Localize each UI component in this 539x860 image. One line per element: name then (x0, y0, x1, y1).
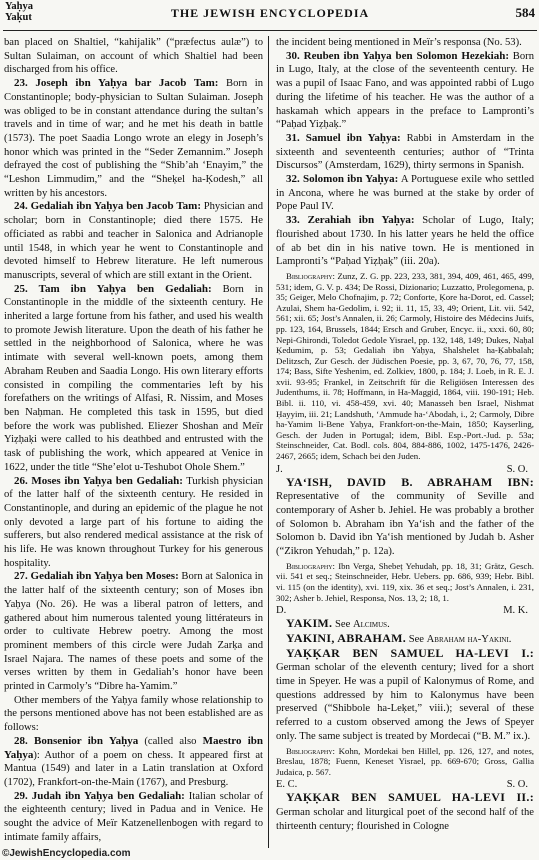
entry-yakim (276, 617, 534, 632)
entry-heading: 24. Gedaliah ibn Yaḥya ben Jacob Tam: (14, 200, 201, 213)
entry-heading-alt: Maestro ibn Yaḥya (4, 734, 263, 761)
left-column (4, 36, 263, 846)
entry-29 (4, 790, 263, 845)
entry-heading: YAḲḲAR BEN SAMUEL HA-LEVI II.: (286, 790, 534, 805)
bibliography-label: Bibliography: (286, 270, 335, 281)
entry-yakkar-1 (276, 647, 534, 744)
entry-yakkar-2 (276, 791, 534, 833)
entry-body: Italian scholar of the eighteenth century; lived in Padua and in Venice. He sought the advice of Meïr Katzenellenbogen with regard to intimate family affairs, (4, 790, 263, 843)
page-header (3, 0, 537, 31)
entry-body: ): Author of a poem on chess. It appeared first at Mantua (1549) and later in a Latin translation at Oxford (1702), Frankfort-on-the-Main (1767), and Presburg. (4, 749, 263, 788)
entry-yaish (276, 476, 534, 559)
entry-body: Born at Salonica in the latter half of the sixteenth century; son of Moses ibn Yaḥya (No. 26). He was a liberal patron of letters, and gathered about him numerous talented young littérateurs in order to cultivate Hebrew poetry. Among the most prominent members of this circle were Judah Zarḳa and Israel Najara. The names of these poets and some of the verses written by them in Gedaliah’s honor have been printed in Carmoly’s “Dibre ha-Yamim.” (4, 571, 263, 693)
entry-body: Turkish physician of the latter half of the sixteenth century. He resided in Constantinople, and during an epidemic of the plague he not only devoted a large part of his fortune to aiding the sufferers, but also rendered medical assistance at the risk of his life. He was known throughout Turkey for his generous hospitality. (4, 475, 263, 569)
author-initials: E. C. (276, 779, 298, 791)
entry-26 (4, 475, 263, 571)
page-title: THE JEWISH ENCYCLOPEDIA (170, 6, 370, 20)
entry-body: Born in Constantinople; body-physician to Sultan Sulaiman. Joseph was obliged to be in constant attendance during the sultan’s travels and in time of war; and he met his death in battle (1573). The poet Saadia Longo wrote an elegy in Joseph’s honor which was printed in the “Seder Zemannim.” Joseph defrayed the cost of publishing the “Shib’ah ‘Enayim,” the “Leshon Limmudim,” and the “Sheḳel ha-Ḳodesh,” all written by his ancestors. (4, 78, 263, 199)
running-head: Yaḥya Yaḳut (5, 1, 34, 23)
entry-heading: 25. Tam ibn Yaḥya ben Gedaliah: (14, 282, 212, 295)
paragraph: ban placed on Shaltiel, “kahijalik” (“præfectus aulæ”) to Sultan Sulaiman, on account of which Shaltiel had been discharged from his office. (4, 37, 263, 76)
bibliography-text: Zunz, Z. G. pp. 223, 233, 381, 394, 409, 461, 465, 499, 531; idem, G. V. p. 434; De Rossi, Dizionario; Luzzatto, Prolegomena, p. 35; Geiger, Melo Chofnajim, p. 72; Conforte, Ḳore ha-Dorot, ed. Cassel; Azulai, Shem ha-Gedolim, i. 92; ii. 11, 15, 33, 49; Orient, Lit. vii. 542, 561; xii. 65; Jost’s Annalen, ii. 26; Carmoly, Histoire des Médecins Juifs, pp. 123, 164, Brussels, 1844; Ersch and Gruber, Encyc. ii., xxxi. 60, 80; Nepi-Ghirondi, Toledot Gedole Yisrael, pp. 132, 148, 149; Dukes, Naḥal Ḳedumim, p. 53; Gedaliah ibn Yaḥya, Shalshelet ha-Ḳabbalah; Delitzsch, Zur Gesch. der Jüdischen Poesie, pp. 3, 67, 70, 76, 77, 158, 174; Bass, Sifte Yeshenim, ed. Zolkiev, 1800, p. 184; J. Loeb, in R. E. J. xvii. 93-95; Frankel, in Zeitschrift für die Religiösen Interessen des Judenthums, ii. 78; Hoffmann, in Ha-Maggid, 1864, viii. 190-191; Heb. Bibl. ii. 110, vi. 458-459, xvi. 40; Manasseh ben Israel, Nishmat Ḥayyim, iii. 21; Landshuth, ‘Ammude ha-‘Abodah, i., 2; Carmoly, Dibre ha-Yamim li-Bene Yaḥya, Frankfort-on-the-Main, 1850; Kayserling, Gesch. der Juden in Portugal; idem, Bibl. Esp.-Port.-Jud. p. 53a; Steinschneider, Cat. Bodl. cols. 804, 884-886, 1002, 1475-1476, 2426-2467, 2665; idem, Schach bei den Juden. (276, 270, 534, 462)
watermark-link[interactable]: ©JewishEncyclopedia.com (2, 848, 131, 859)
entry-heading: 28. Bonsenior ibn Yaḥya (14, 734, 139, 747)
entry-heading: 33. Zerahiah ibn Yaḥya: (286, 214, 415, 227)
entry-body: Scholar of Lugo, Italy; flourished about 1730. In his latter years he held the office of ab bet din in his native town. He is mentioned in Lampronti’s “Paḥad Yiẓḥaḳ” (iii. 20a). (276, 215, 534, 268)
author-initials: S. O. (506, 779, 528, 791)
entry-heading: 27. Gedaliah ibn Yaḥya ben Moses: (14, 570, 179, 583)
author-initials: S. O. (506, 463, 528, 475)
paragraph: Other members of the Yaḥya family whose relationship to the persons mentioned above has not been established are as follows: (4, 694, 263, 734)
page-number: 584 (515, 5, 535, 20)
entry-body: German scholar of the eleventh century; lived for a short time in Speyer. He was a pupil of Kalonymus of Rome, and questions addressed by him to Kalonymus have been preserved (“Shibbole ha-Leḳet,” viii.); several of these referred to a custom observed among the Jews of Speyer only. The same subject is treated by Mordecai (“B. M.” ix.). (276, 662, 534, 742)
entry-body: Rabbi in Amsterdam in the sixteenth and seventeenth centuries; author of “Trinta Discursos” (Amsterdam, 1629), thirty sermons in Spanish. (276, 132, 534, 172)
entry-heading: 32. Solomon ibn Yaḥya: (286, 173, 399, 186)
entry-heading: 26. Moses ibn Yaḥya ben Gedaliah: (14, 474, 183, 487)
entry-heading: YAKINI, ABRAHAM. (286, 630, 407, 645)
entry-body: Physician and scholar; born in Constantinople; died there 1575. He officiated as rabbi and teacher in Salonica and Adrianople until 1548, in which year he went to Constantinople and devoted himself to Hebrew literature. He left numerous manuscripts, several of which are still extant in the Orient. (4, 201, 263, 281)
bibliography-text: Ibn Verga, Shebeṭ Yehudah, pp. 18, 31; Grätz, Gesch. vii. 541 et seq.; Steinschneider, Hebr. Uebers. pp. 686, 939; Hebr. Bibl. vi. 115 (on the identity), xvi. 119, xix. 36 et seq.; Jost’s Annalen, i. 231, 302; Asher b. Jehiel, Responsa, Nos. 13, 2; 18, 1. (276, 560, 534, 603)
author-initials: D. (276, 605, 287, 617)
column-divider (268, 36, 269, 848)
entry-heading: 30. Reuben ibn Yaḥya ben Solomon Hezekiah: (286, 49, 510, 62)
bibliography-label: Bibliography: (286, 745, 335, 756)
bibliography (276, 271, 534, 462)
entry-body: German scholar and liturgical poet of the second half of the thirteenth century; flourished in Cologne (276, 807, 534, 832)
entry-heading: YA‘ISH, DAVID B. ABRAHAM IBN: (286, 474, 534, 489)
bibliography-text: Kohn, Mordekai ben Hillel, pp. 126, 127, and notes, Breslau, 1878; Fuenn, Keneset Yisrael, pp. 669-670; Gross, Gallia Judaica, p. 567. (276, 745, 534, 777)
entry-33 (276, 214, 534, 269)
entry-heading: 23. Joseph ibn Yaḥya bar Jacob Tam: (14, 77, 219, 90)
bibliography-label: Bibliography: (286, 560, 335, 571)
entry-body: (called also (138, 735, 203, 747)
entry-body: See (332, 619, 353, 631)
author-initials: J. (276, 463, 283, 475)
entry-25 (4, 283, 263, 475)
entry-body: A Portuguese exile who settled in Ancona, where he was burned at the stake by order of Pope Paul IV. (276, 174, 534, 213)
entry-body: See (406, 633, 427, 645)
entry-31 (276, 132, 534, 173)
entry-32 (276, 173, 534, 214)
entry-30 (276, 50, 534, 132)
entry-body: Representative of the community of Seville and contemporary of Asher b. Jehiel. He was probably a brother of Solomon b. Abraham ibn Ya‘ish and the father of the Solomon b. David ibn Ya‘ish mentioned by Judah b. Asher (“Zikron Yehudah,” p. 12a). (276, 491, 534, 558)
paragraph: the incident being mentioned in Meïr’s responsa (No. 53). (276, 37, 522, 48)
entry-heading: 31. Samuel ibn Yaḥya: (286, 131, 401, 144)
entry-body: Born in Lugo, Italy, at the close of the seventeenth century. He was a pupil of Isaac Fano, and was appointed rabbi of Lugo during the lifetime of his teacher. He was the author of a haskamah which appears in the preface to Lampronti’s “Paḥad Yiẓḥaḳ.” (276, 50, 534, 131)
cross-reference-link[interactable]: Abraham ha-Yakini. (426, 633, 512, 645)
entry-28 (4, 735, 263, 790)
cross-reference-link[interactable]: Alcimus. (352, 619, 390, 631)
bibliography (276, 561, 534, 603)
entry-heading: YAKIM. (286, 616, 333, 631)
entry-yakini (276, 632, 534, 647)
author-initials: M. K. (503, 605, 528, 617)
entry-body: Born in Constantinople in the middle of the sixteenth century. He inherited a large fortune from his father, and used his wealth to promote Jewish literature. Upon the death of his father he settled in the neighborhood of Salonica, where he was intimate with several well-known poets, among them Abraham Reuben and Saadia Longo. His own literary efforts consisted in compiling the commentaries left by his forefathers on the writings of Alfasi, R. Nissim, and Moses ben Naḥman. He completed this task in 1595, but died before the work was published. Eliezer Shoshan and Meïr Yiẓḥaḳi were called to his deathbed and entrusted with the task of publishing the work, which appeared at Venice in 1622, under the title “She’elot u-Teshubot Ohole Shem.” (4, 283, 263, 473)
entry-heading: 29. Judah ibn Yaḥya ben Gedaliah: (14, 789, 185, 802)
bibliography (276, 746, 534, 778)
entry-24 (4, 200, 263, 282)
right-column (276, 36, 534, 846)
entry-27 (4, 570, 263, 693)
entry-23 (4, 77, 263, 200)
entry-heading: YAḲḲAR BEN SAMUEL HA-LEVI I.: (286, 645, 534, 660)
